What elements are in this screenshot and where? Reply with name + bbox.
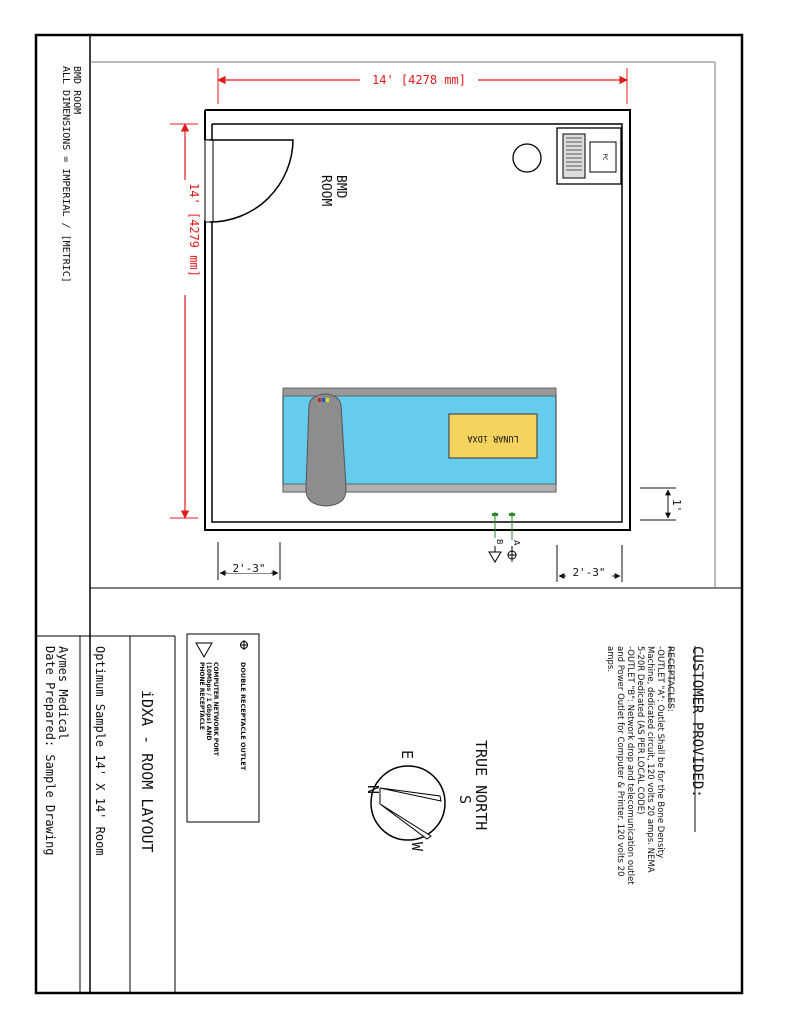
left-offset-dimension — [218, 542, 280, 580]
legend — [187, 634, 259, 822]
left-offset-label: 2'-3" — [232, 562, 266, 575]
computer-label: PC — [601, 153, 608, 161]
date-prepared: Date Prepared: Sample Drawing — [43, 646, 57, 856]
compass-ring — [371, 766, 445, 840]
drawing-title: iDXA - ROOM LAYOUT — [138, 690, 156, 853]
width-dimension — [218, 68, 627, 104]
customer-line: -OUTLET "B": Network drop and telecomunication outlet — [625, 646, 635, 885]
customer-line: 5-20R Dedicated (AS PER LOCAL CODE) — [635, 646, 645, 815]
length-dimension-label: 14' [4279 mm] — [187, 183, 201, 277]
door — [205, 140, 293, 222]
room-description: Optimum Sample 14' X 14' Room — [93, 646, 107, 856]
customer-line: Machine, dedicated circuit, 120 volts 20 amps. NEMA — [645, 646, 655, 873]
legend-receptacle-text: DOUBLE RECEPTACLE OUTLET — [239, 662, 247, 771]
scanner-arm — [306, 394, 346, 506]
legend-network-line1: COMPUTER NETWORK PORT — [212, 662, 219, 756]
compass-n: N — [364, 785, 382, 795]
room-label-line2: ROOM — [318, 175, 333, 207]
wall-offset-label: 1' — [670, 499, 683, 513]
room-label-line1: BMD — [333, 175, 348, 199]
wall-offset-dimension — [640, 488, 683, 520]
compass-w: W — [408, 842, 426, 852]
outlet-a-label: A — [512, 540, 521, 546]
customer-provided-notes — [605, 646, 705, 885]
customer-line: -OUTLET "A": Outlet Shall be for the Bone Density — [655, 646, 665, 859]
compass-e: E — [398, 750, 416, 760]
room-name-note: BMD ROOM — [71, 66, 82, 115]
compass-s: S — [456, 795, 474, 805]
outlet-b-label: B — [495, 539, 504, 545]
receptacles-subheading: RECEPTACLES: — [665, 646, 675, 712]
customer-heading: CUSTOMER PROVIDED: — [689, 646, 705, 798]
compass-title: TRUE NORTH — [472, 740, 490, 831]
legend-network-line3: PHONE RECEPTACLE — [198, 662, 205, 730]
width-dimension-label: 14' [4278 mm] — [372, 73, 466, 87]
length-dimension — [170, 124, 201, 518]
customer-line: amps. — [605, 646, 615, 673]
company-name: Aymes Medical — [56, 646, 70, 740]
dimensions-note: ALL DIMENSIONS = IMPERIAL / [METRIC] — [60, 66, 71, 283]
outlet-b — [489, 512, 504, 562]
chair — [513, 144, 541, 172]
right-offset-dimension — [557, 545, 622, 582]
legend-network-line2: (10Mbps / 1 Gbps) AND — [205, 662, 212, 741]
idxa-label: LUNAR iDXA — [467, 433, 519, 443]
right-offset-label: 2'-3" — [572, 566, 606, 579]
outlet-a — [508, 512, 521, 562]
customer-line: and Power Outlet for Computer & Printer. 120 volts 20 — [615, 646, 625, 877]
computer-workstation — [557, 128, 621, 184]
north-compass — [364, 740, 490, 852]
